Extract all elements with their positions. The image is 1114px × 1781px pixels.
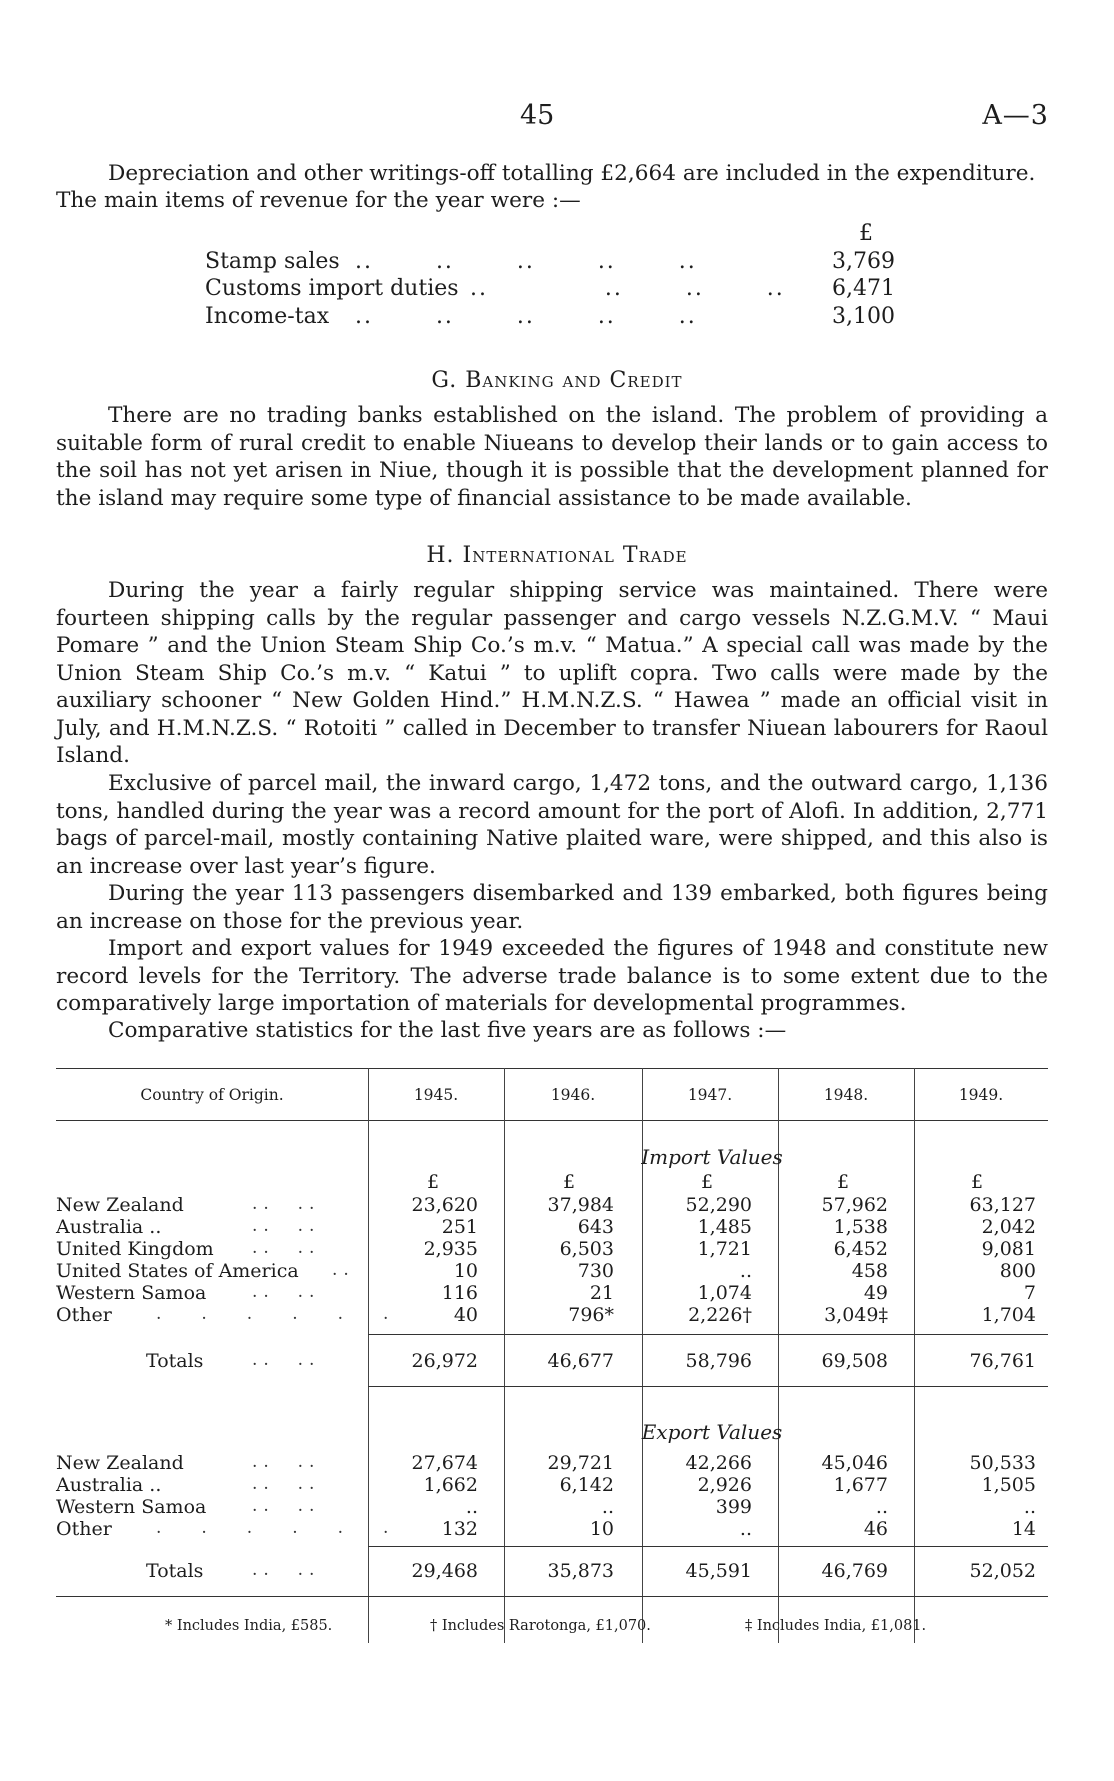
- revenue-value: 3,769: [832, 248, 895, 274]
- cell-value: 1,538: [833, 1216, 888, 1238]
- leader-dots: ..: [332, 1260, 355, 1280]
- cell-value: 730: [577, 1260, 614, 1282]
- revenue-label: Customs import duties: [205, 276, 459, 301]
- cell-value: 796*: [568, 1304, 614, 1326]
- table-row: [56, 1474, 1048, 1496]
- column-header-year: 1949.: [958, 1086, 1004, 1104]
- leader-dots: .. .. .. .. ..: [355, 248, 697, 274]
- section-h-paragraph-3: During the year 113 passengers disembarked and 139 embarked, both figures being an increase on those for the previous year.: [56, 881, 1048, 934]
- cell-value: ..: [739, 1518, 752, 1540]
- cell-value: 23,620: [411, 1194, 478, 1216]
- leader-dots: .. ..: [252, 1194, 321, 1214]
- cell-value: 1,677: [833, 1474, 888, 1496]
- units-row: [56, 1171, 1048, 1193]
- leader-dots: .. ..: [252, 1452, 321, 1472]
- leader-dots: .. .. .. ..: [470, 276, 785, 301]
- country-label: Other: [56, 1518, 112, 1540]
- cell-value: 132: [441, 1518, 478, 1540]
- country-label: Other: [56, 1304, 112, 1326]
- table-row: [56, 1194, 1048, 1216]
- cell-value: 6,503: [559, 1238, 614, 1260]
- cell-value: 1,704: [981, 1304, 1036, 1326]
- total-value: 29,468: [411, 1560, 478, 1582]
- totals-label: Totals: [146, 1350, 204, 1372]
- total-value: 26,972: [411, 1350, 478, 1372]
- cell-value: 2,926: [697, 1474, 752, 1496]
- revenue-list: [205, 220, 895, 330]
- cell-value: 6,452: [833, 1238, 888, 1260]
- total-value: 52,052: [969, 1560, 1036, 1582]
- cell-value: 10: [589, 1518, 614, 1540]
- cell-value: 52,290: [685, 1194, 752, 1216]
- leader-dots: .. ..: [252, 1496, 321, 1516]
- cell-value: 251: [441, 1216, 478, 1238]
- footnote-2: † Includes Rarotonga, £1,070.: [430, 1618, 651, 1634]
- cell-value: 7: [1023, 1282, 1036, 1304]
- cell-value: 37,984: [547, 1194, 614, 1216]
- section-h-paragraph-2: Exclusive of parcel mail, the inward cargo, 1,472 tons, and the outward cargo, 1,136 tons, handled during the year was a record amount for the port of Alofi. In addition, 2,771 bags of parcel-mail, mostly containing Native plaited ware, were shipped, and this also is an increase over last year’s figure.: [56, 771, 1048, 879]
- cell-value: 14: [1011, 1518, 1036, 1540]
- cell-value: 2,226†: [688, 1304, 752, 1326]
- country-label: New Zealand: [56, 1194, 184, 1216]
- revenue-row: [205, 248, 895, 276]
- leader-dots: .. ..: [252, 1238, 321, 1258]
- intro-line-1: Depreciation and other writings-off totalling £2,664 are included in the expenditure.: [108, 161, 1036, 186]
- section-h-paragraph-5: Comparative statistics for the last five years are as follows :—: [108, 1018, 787, 1043]
- cell-value: 399: [715, 1496, 752, 1518]
- page-number: 45: [520, 100, 555, 131]
- section-h-paragraph-4: Import and export values for 1949 exceeded the figures of 1948 and constitute new record levels for the Territory. The adverse trade balance is to some extent due to the comparatively large importation of materials for developmental programmes.: [56, 936, 1048, 1016]
- table-row: [56, 1282, 1048, 1304]
- column-header-year: 1946.: [550, 1086, 596, 1104]
- table-rule: [56, 1120, 1048, 1121]
- leader-dots: .. ..: [252, 1282, 321, 1302]
- table-row: [56, 1238, 1048, 1260]
- leader-dots: .. ..: [252, 1560, 321, 1580]
- section-g-heading: G. Banking and Credit: [431, 368, 683, 393]
- table-rule: [368, 1334, 1048, 1335]
- section-g-text: There are no trading banks established on the island. The problem of providing a suitable form of rural credit to enable Niueans to develop their lands or to gain access to the soil has not yet arisen in Niue, though it is possible that the development planned for the island may require some type of financial assistance to be made available.: [56, 403, 1048, 511]
- document-reference: A—3: [982, 100, 1049, 131]
- total-value: 76,761: [969, 1350, 1036, 1372]
- column-header-year: 1947.: [687, 1086, 733, 1104]
- table-row: [56, 1304, 1048, 1326]
- leader-dots: ......: [156, 1304, 429, 1324]
- cell-value: 2,935: [423, 1238, 478, 1260]
- cell-value: 9,081: [981, 1238, 1036, 1260]
- table-row: [56, 1518, 1048, 1540]
- cell-value: 29,721: [547, 1452, 614, 1474]
- section-h-paragraph-1: During the year a fairly regular shipping service was maintained. There were fourteen shipping calls by the regular passenger and cargo vessels N.Z.G.M.V. “ Maui Pomare ” and the Union Steam Ship Co.’s m.v. “ Matua.” A special call was made by the Union Steam Ship Co.’s m.v. “ Katui ” to uplift copra. Two calls were made by the auxiliary schooner “ New Golden Hind.” H.M.N.Z.S. “ Hawea ” made an official visit in July, and H.M.N.Z.S. “ Rotoiti ” called in December to transfer Niuean labourers for Raoul Island.: [56, 578, 1048, 768]
- cell-value: ..: [739, 1260, 752, 1282]
- cell-value: 1,505: [981, 1474, 1036, 1496]
- total-value: 35,873: [547, 1560, 614, 1582]
- cell-value: ..: [1023, 1496, 1036, 1518]
- cell-value: ..: [465, 1496, 478, 1518]
- country-label: Australia ..: [56, 1474, 162, 1496]
- country-label: Western Samoa: [56, 1496, 207, 1518]
- total-value: 69,508: [821, 1350, 888, 1372]
- leader-dots: .. ..: [252, 1350, 321, 1370]
- cell-value: ..: [601, 1496, 614, 1518]
- total-value: 58,796: [685, 1350, 752, 1372]
- cell-value: 2,042: [981, 1216, 1036, 1238]
- table-rule: [368, 1386, 1048, 1387]
- unit-label: £: [700, 1171, 714, 1193]
- leader-dots: ......: [156, 1518, 429, 1538]
- country-label: New Zealand: [56, 1452, 184, 1474]
- unit-label: £: [836, 1171, 850, 1193]
- cell-value: 40: [453, 1304, 478, 1326]
- table-row: [56, 1496, 1048, 1518]
- table-row: [56, 1452, 1048, 1474]
- footnote-1: * Includes India, £585.: [165, 1618, 333, 1634]
- table-row: [56, 1216, 1048, 1238]
- revenue-row: [205, 275, 895, 303]
- leader-dots: .. ..: [252, 1216, 321, 1236]
- section-h-heading: H. International Trade: [426, 543, 688, 568]
- country-label: United Kingdom: [56, 1238, 214, 1260]
- total-value: 46,677: [547, 1350, 614, 1372]
- unit-label: £: [970, 1171, 984, 1193]
- cell-value: 21: [589, 1282, 614, 1304]
- cell-value: 57,962: [821, 1194, 888, 1216]
- cell-value: 27,674: [411, 1452, 478, 1474]
- total-value: 45,591: [685, 1560, 752, 1582]
- cell-value: 800: [999, 1260, 1036, 1282]
- cell-value: 49: [863, 1282, 888, 1304]
- cell-value: 42,266: [685, 1452, 752, 1474]
- intro-line-2: The main items of revenue for the year were :—: [56, 188, 581, 213]
- cell-value: ..: [875, 1496, 888, 1518]
- cell-value: 1,662: [423, 1474, 478, 1496]
- cell-value: 458: [851, 1260, 888, 1282]
- revenue-row: [205, 303, 895, 331]
- export-values-title: Export Values: [641, 1420, 783, 1444]
- country-label: United States of America: [56, 1260, 299, 1282]
- unit-label: £: [426, 1171, 440, 1193]
- cell-value: 10: [453, 1260, 478, 1282]
- total-value: 46,769: [821, 1560, 888, 1582]
- cell-value: 643: [577, 1216, 614, 1238]
- revenue-label: Stamp sales: [205, 248, 340, 274]
- country-label: Western Samoa: [56, 1282, 207, 1304]
- revenue-value: 6,471: [832, 276, 895, 301]
- cell-value: 45,046: [821, 1452, 888, 1474]
- column-header-year: 1948.: [823, 1086, 869, 1104]
- import-values-title: Import Values: [641, 1145, 783, 1169]
- cell-value: 63,127: [969, 1194, 1036, 1216]
- cell-value: 1,074: [697, 1282, 752, 1304]
- cell-value: 1,721: [697, 1238, 752, 1260]
- cell-value: 50,533: [969, 1452, 1036, 1474]
- cell-value: 3,049‡: [824, 1304, 888, 1326]
- footnote-3: ‡ Includes India, £1,081.: [745, 1618, 927, 1634]
- table-row: [56, 1260, 1048, 1282]
- totals-label: Totals: [146, 1560, 204, 1582]
- totals-row: [56, 1560, 1048, 1582]
- leader-dots: .. .. .. .. ..: [355, 303, 697, 329]
- cell-value: 1,485: [697, 1216, 752, 1238]
- cell-value: 46: [863, 1518, 888, 1540]
- cell-value: 116: [441, 1282, 478, 1304]
- table-rule: [56, 1068, 1048, 1069]
- country-label: Australia ..: [56, 1216, 162, 1238]
- table-rule: [368, 1546, 1048, 1547]
- revenue-value: 3,100: [832, 303, 895, 329]
- revenue-label: Income-tax: [205, 303, 330, 329]
- unit-label: £: [562, 1171, 576, 1193]
- totals-row: [56, 1350, 1048, 1372]
- cell-value: 6,142: [559, 1474, 614, 1496]
- column-header-country: Country of Origin.: [140, 1086, 284, 1104]
- column-header-year: 1945.: [413, 1086, 459, 1104]
- table-rule: [56, 1596, 1048, 1597]
- leader-dots: .. ..: [252, 1474, 321, 1494]
- revenue-unit: £: [859, 221, 873, 246]
